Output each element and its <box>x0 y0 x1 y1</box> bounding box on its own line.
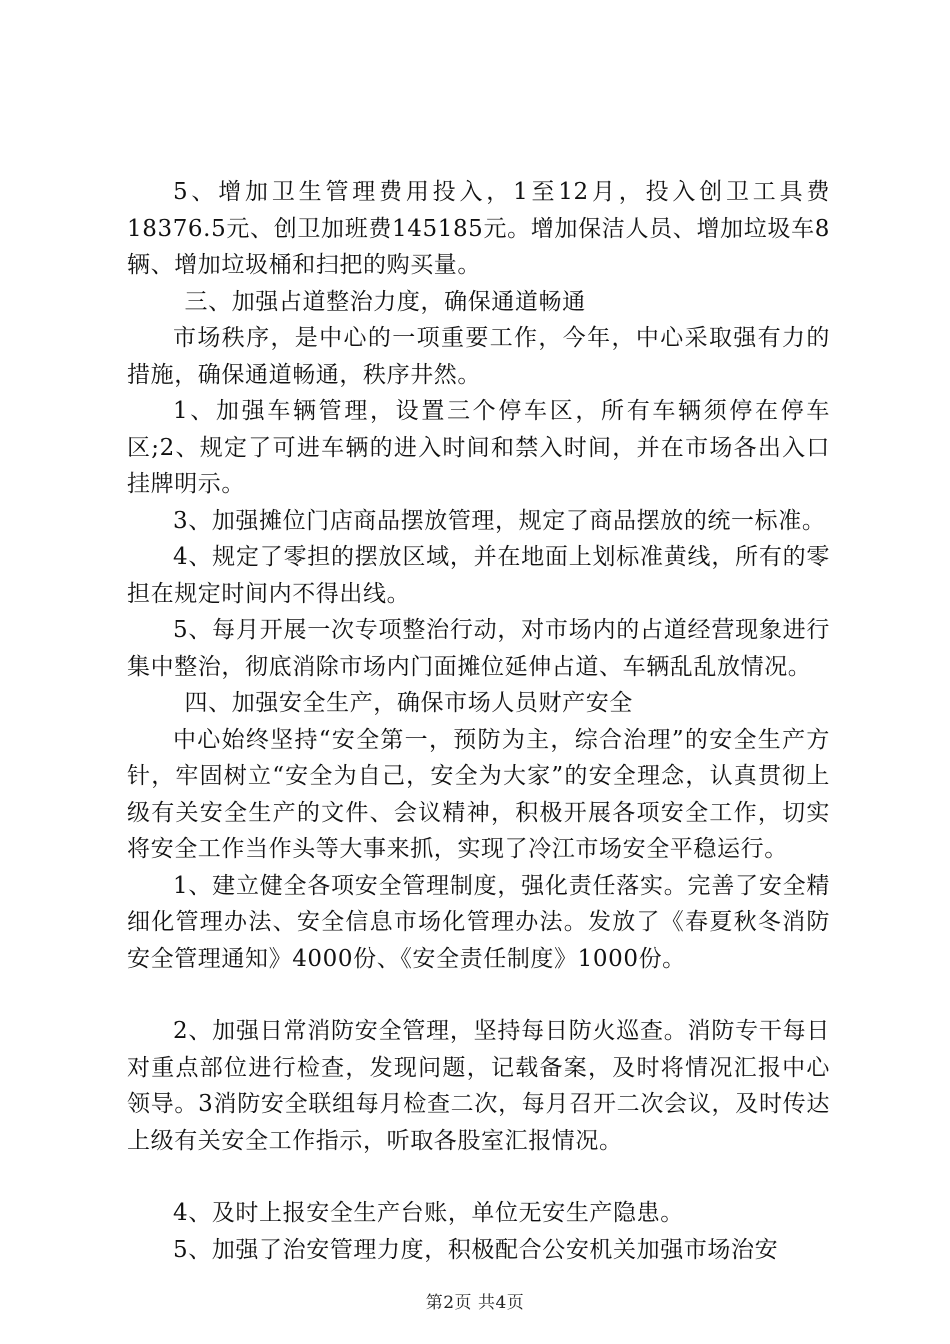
paragraph-goods-display: 3、加强摊位门店商品摆放管理，规定了商品摆放的统一标准。 <box>173 507 826 534</box>
paragraph-spacer <box>127 977 830 1013</box>
paragraph-vehicle-management: 1、加强车辆管理，设置三个停车区，所有车辆须停在停车区;2、规定了可进车辆的进入时间和禁入时间，并在市场各出入口挂牌明示。 <box>127 398 830 497</box>
paragraph-fire-patrol: 2、加强日常消防安全管理，坚持每日防火巡查。消防专干每日对重点部位进行检查，发现问题，记载备案，及时将情况汇报中心领导。3消防安全联组每月检查二次，每月召开二次会议，及时传达上级有关安全工作指示，听取各股室汇报情况。 <box>127 1018 830 1154</box>
section-heading-occupation-control: 三、加强占道整治力度，确保通道畅通 <box>184 288 586 315</box>
paragraph-retail-area: 4、规定了零担的摆放区域，并在地面上划标准黄线，所有的零担在规定时间内不得出线。 <box>127 544 830 607</box>
paragraph-market-order: 市场秩序，是中心的一项重要工作，今年，中心采取强有力的措施，确保通道畅通，秩序井然。 <box>127 325 830 388</box>
paragraph-spacer <box>127 1159 830 1195</box>
paragraph-safety-system: 1、建立健全各项安全管理制度，强化责任落实。完善了安全精细化管理办法、安全信息市场化管理办法。发放了《春夏秋冬消防安全管理通知》4000份、《安全责任制度》1000份。 <box>127 872 830 972</box>
section-heading-safety-production: 四、加强安全生产，确保市场人员财产安全 <box>184 690 633 716</box>
paragraph-monthly-rectification: 5、每月开展一次专项整治行动，对市场内的占道经营现象进行集中整治，彻底消除市场内门面摊位延伸占道、车辆乱乱放情况。 <box>127 617 830 680</box>
paragraph-sanitation-funding: 5、增加卫生管理费用投入，1至12月，投入创卫工具费18376.5元、创卫加班费145185元。增加保洁人员、增加垃圾车8辆、增加垃圾桶和扫把的购买量。 <box>127 179 830 278</box>
page-number-footer: 第2页 共4页 <box>425 1293 525 1313</box>
document-body <box>127 174 830 1268</box>
paragraph-safety-ledger: 4、及时上报安全生产台账，单位无安生产隐患。 <box>173 1200 684 1226</box>
paragraph-safety-policy: 中心始终坚持“安全第一，预防为主，综合治理”的安全生产方针，牢固树立“安全为自己，安全为大家”的安全理念，认真贯彻上级有关安全生产的文件、会议精神，积极开展各项安全工作，切实将安全工作当作头等大事来抓，实现了冷江市场安全平稳运行。 <box>127 726 830 862</box>
paragraph-public-security: 5、加强了治安管理力度，积极配合公安机关加强市场治安 <box>173 1236 779 1263</box>
